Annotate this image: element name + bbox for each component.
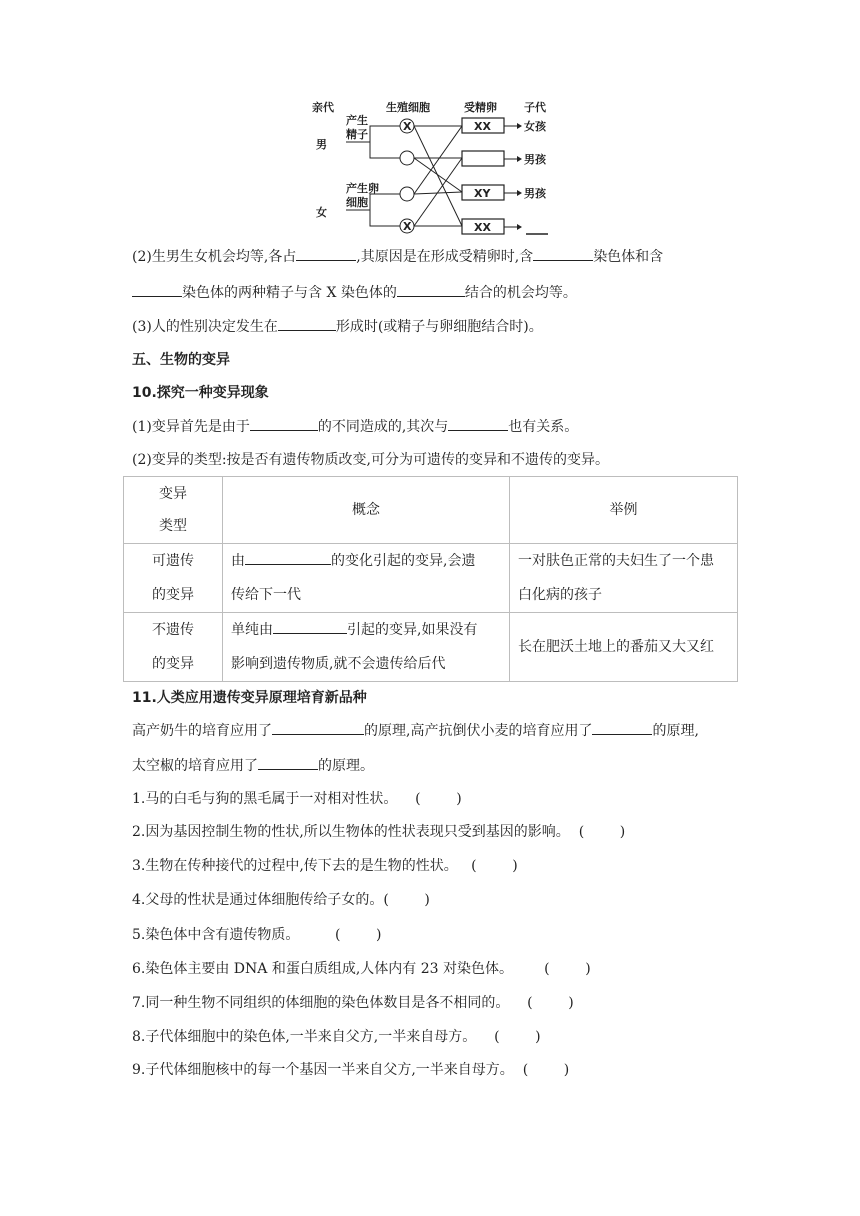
concept-cell: 单纯由 引起的变异,如果没有 影响到遗传物质,就不会遗传给后代 [223,613,510,682]
q11-title: 11.人类应用遗传变异原理培育新品种 [132,690,367,706]
judgment-item: 8.子代体细胞中的染色体,一半来自父方,一半来自母方。 ( ) [132,1029,541,1045]
female-produce-line2: 细胞 [346,196,368,209]
answer-paren[interactable]: ( ) [383,892,430,908]
child-1-label: 女孩 [524,120,546,133]
judgment-item: 6.染色体主要由 DNA 和蛋白质组成,人体内有 23 对染色体。 ( ) [132,961,591,977]
fill-blank[interactable] [132,282,182,297]
zygote-4-label: XX [474,221,491,234]
answer-paren[interactable]: ( ) [544,961,591,977]
fill-blank[interactable] [258,755,318,770]
fill-blank[interactable] [296,246,356,261]
col-child-label: 子代 [524,101,546,114]
judgment-item: 5.染色体中含有遗传物质。 ( ) [132,927,382,943]
fill-blank[interactable] [273,619,347,634]
fill-blank[interactable] [592,720,652,735]
child-2-label: 男孩 [524,153,546,166]
variation-table [123,476,738,682]
male-produce-line2: 精子 [346,128,368,141]
section-title: 五、生物的变异 [132,352,230,368]
q10-title: 10.探究一种变异现象 [132,385,269,401]
germ-cell-4-label: X [403,220,412,233]
male-label: 男 [316,138,327,151]
answer-paren[interactable]: ( ) [415,791,462,807]
germ-cell-1-label: X [403,120,412,133]
judgment-item: 1.马的白毛与狗的黑毛属于一对相对性状。 ( ) [132,791,462,807]
col-parent-label: 亲代 [312,101,334,114]
fill-blank[interactable] [397,282,465,297]
header-type: 变异 类型 [124,477,223,544]
col-germ-label: 生殖细胞 [386,101,430,114]
q11-line1: 高产奶牛的培育应用了 的原理,高产抗倒伏小麦的培育应用了 的原理, [132,720,699,741]
zygote-3-label: XY [474,187,491,200]
header-example: 举例 [510,477,738,544]
judgment-item: 4.父母的性状是通过体细胞传给子女的。( ) [132,892,430,908]
q10-item1: (1)变异首先是由于 的不同造成的,其次与 也有关系。 [132,416,578,437]
judgment-item: 3.生物在传种接代的过程中,传下去的是生物的性状。 ( ) [132,858,518,874]
example-cell: 一对肤色正常的夫妇生了一个患 白化病的孩子 [510,544,738,613]
concept-cell: 由 的变化引起的变异,会遗 传给下一代 [223,544,510,613]
q9-item2: (2)生男生女机会均等,各占 ,其原因是在形成受精卵时,含 染色体和含 [132,246,663,267]
q10-item2: (2)变异的类型:按是否有遗传物质改变,可分为可遗传的变异和不遗传的变异。 [132,452,609,468]
type-cell: 可遗传 的变异 [124,544,223,613]
judgment-item: 9.子代体细胞核中的每一个基因一半来自父方,一半来自母方。 ( ) [132,1062,570,1078]
answer-paren[interactable]: ( ) [527,995,574,1011]
female-produce-line1: 产生卵 [346,182,379,195]
answer-paren[interactable]: ( ) [522,1062,570,1078]
fill-blank[interactable] [448,416,508,431]
fill-blank[interactable] [278,316,336,331]
germ-cell-2 [400,151,414,165]
fill-blank[interactable] [250,416,318,431]
fill-blank[interactable] [533,246,593,261]
answer-paren[interactable]: ( ) [494,1029,541,1045]
table-row [124,613,738,682]
answer-paren[interactable]: ( ) [334,927,382,943]
judgment-item: 2.因为基因控制生物的性状,所以生物体的性状表现只受到基因的影响。 ( ) [132,824,626,840]
fill-blank[interactable] [245,550,331,565]
zygote-1-label: XX [474,120,491,133]
type-cell: 不遗传 的变异 [124,613,223,682]
judgment-item: 7.同一种生物不同组织的体细胞的染色体数目是各不相同的。 ( ) [132,995,574,1011]
table-header-row [124,477,738,544]
table-row [124,544,738,613]
fill-blank[interactable] [272,720,364,735]
child-3-label: 男孩 [524,187,546,200]
q11-line2: 太空椒的培育应用了 的原理。 [132,755,374,776]
sex-determination-diagram [310,98,560,240]
example-cell: 长在肥沃土地上的番茄又大又红 [510,613,738,682]
germ-cell-3 [400,187,414,201]
header-concept: 概念 [223,477,510,544]
q9-item2-cont: 染色体的两种精子与含 X 染色体的 结合的机会均等。 [132,282,577,303]
q9-item3: (3)人的性别决定发生在 形成时(或精子与卵细胞结合时)。 [132,316,543,337]
female-label: 女 [316,206,327,219]
col-zygote-label: 受精卵 [464,101,497,114]
male-produce-line1: 产生 [346,114,368,127]
answer-paren[interactable]: ( ) [471,858,518,874]
answer-paren[interactable]: ( ) [578,824,626,840]
